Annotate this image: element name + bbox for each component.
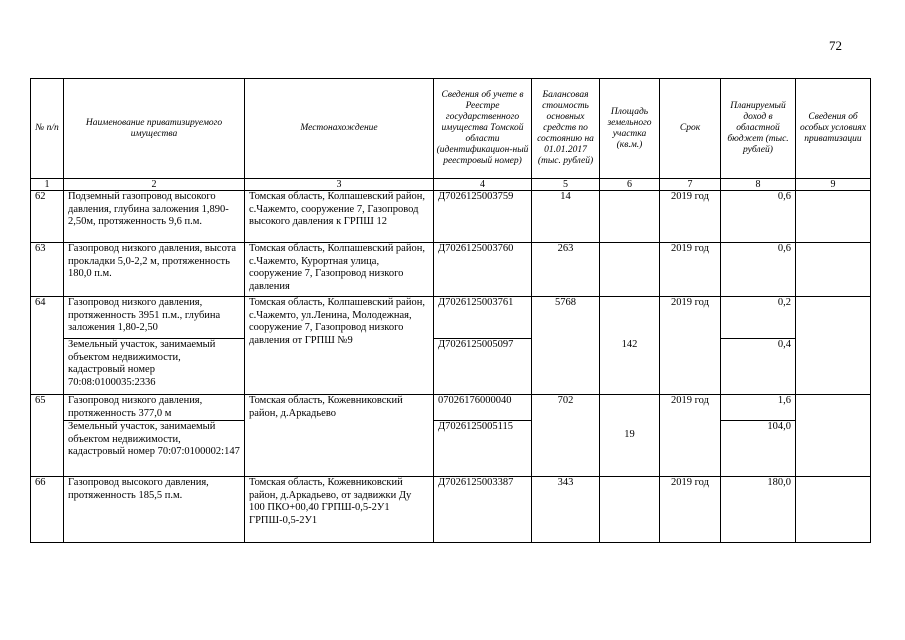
column-number: 3 (245, 179, 434, 191)
property-name: Подземный газопровод высокого давления, глубина заложения 1,890-2,50м, протяженность 9,6 п.м. (64, 191, 245, 243)
header-balance: Балансовая стоимость основных средств по состоянию на 01.01.2017 (тыс. рублей) (532, 79, 600, 179)
registry-number: Д7026125005097 (434, 339, 532, 395)
land-area (600, 243, 660, 297)
column-number: 4 (434, 179, 532, 191)
term: 2019 год (660, 297, 721, 395)
property-name: Газопровод высокого давления, протяженность 185,5 п.м. (64, 477, 245, 543)
header-income: Планируемый доход в областной бюджет (тыс. рублей) (721, 79, 796, 179)
table-row (31, 421, 871, 477)
property-name: Земельный участок, занимаемый объектом недвижимости, кадастровый номер 70:08:0100035:2336 (64, 339, 245, 395)
term: 2019 год (660, 395, 721, 477)
property-name: Газопровод низкого давления, протяженность 377,0 м (64, 395, 245, 421)
header-name: Наименование приватизируемого имущества (64, 79, 245, 179)
property-name: Газопровод низкого давления, протяженность 3951 п.м., глубина заложения 1,80-2,50 (64, 297, 245, 339)
special-conditions (796, 297, 871, 395)
special-conditions (796, 243, 871, 297)
table-row (31, 243, 871, 297)
row-number: 62 (31, 191, 64, 243)
term: 2019 год (660, 477, 721, 543)
planned-income: 104,0 (721, 421, 796, 477)
table-row (31, 339, 871, 395)
header-term: Срок (660, 79, 721, 179)
term: 2019 год (660, 243, 721, 297)
property-name: Земельный участок, занимаемый объектом недвижимости, кадастровый номер 70:07:0100002:147 (64, 421, 245, 477)
registry-number: Д7026125003760 (434, 243, 532, 297)
property-location: Томская область, Кожевниковский район, д.Аркадьево, от задвижки Ду 100 ПКО+00,40 ГРПШ-0,5-2У1 ГРПШ-0,5-2У1 (245, 477, 434, 543)
balance-value: 702 (532, 395, 600, 477)
term: 2019 год (660, 191, 721, 243)
table-row (31, 477, 871, 543)
property-name: Газопровод низкого давления, высота прокладки 5,0-2,2 м, протяженность 180,0 п.м. (64, 243, 245, 297)
property-location: Томская область, Колпашевский район, с.Чажемто, Курортная улица, сооружение 7, Газопровод низкого давления (245, 243, 434, 297)
row-number: 66 (31, 477, 64, 543)
planned-income: 1,6 (721, 395, 796, 421)
column-number-row (31, 179, 871, 191)
balance-value: 5768 (532, 297, 600, 395)
row-number: 65 (31, 395, 64, 477)
table-row (31, 297, 871, 339)
special-conditions (796, 477, 871, 543)
registry-number: Д7026125003387 (434, 477, 532, 543)
balance-value: 263 (532, 243, 600, 297)
property-location: Томская область, Кожевниковский район, д.Аркадьево (245, 395, 434, 477)
registry-number: Д7026125003759 (434, 191, 532, 243)
column-number: 6 (600, 179, 660, 191)
registry-number: 07026176000040 (434, 395, 532, 421)
column-number: 2 (64, 179, 245, 191)
row-number: 64 (31, 297, 64, 395)
special-conditions (796, 395, 871, 477)
column-number: 7 (660, 179, 721, 191)
balance-value: 343 (532, 477, 600, 543)
page-number: 72 (829, 38, 842, 53)
header-conditions: Сведения об особых условиях приватизации (796, 79, 871, 179)
planned-income: 0,6 (721, 243, 796, 297)
column-number: 1 (31, 179, 64, 191)
table-row (31, 191, 871, 243)
land-area (600, 477, 660, 543)
planned-income: 0,4 (721, 339, 796, 395)
land-area: 142 (600, 297, 660, 395)
planned-income: 0,6 (721, 191, 796, 243)
header-area: Площадь земельного участка (кв.м.) (600, 79, 660, 179)
land-area (600, 191, 660, 243)
header-num: № п/п (31, 79, 64, 179)
header-row (31, 79, 871, 179)
land-area: 19 (600, 395, 660, 477)
column-number: 8 (721, 179, 796, 191)
planned-income: 0,2 (721, 297, 796, 339)
privatization-table (30, 78, 871, 543)
property-location: Томская область, Колпашевский район, с.Чажемто, ул.Ленина, Молодежная, сооружение 7, Газопровод низкого давления от ГРПШ №9 (245, 297, 434, 395)
table-row (31, 395, 871, 421)
header-registry: Сведения об учете в Реестре государственного имущества Томской области (идентификацион-ный реестровый номер) (434, 79, 532, 179)
header-location: Местонахождение (245, 79, 434, 179)
planned-income: 180,0 (721, 477, 796, 543)
row-number: 63 (31, 243, 64, 297)
property-location: Томская область, Колпашевский район, с.Чажемто, сооружение 7, Газопровод высокого давления к ГРПШ 12 (245, 191, 434, 243)
balance-value: 14 (532, 191, 600, 243)
registry-number: Д7026125005115 (434, 421, 532, 477)
column-number: 9 (796, 179, 871, 191)
column-number: 5 (532, 179, 600, 191)
special-conditions (796, 191, 871, 243)
registry-number: Д7026125003761 (434, 297, 532, 339)
